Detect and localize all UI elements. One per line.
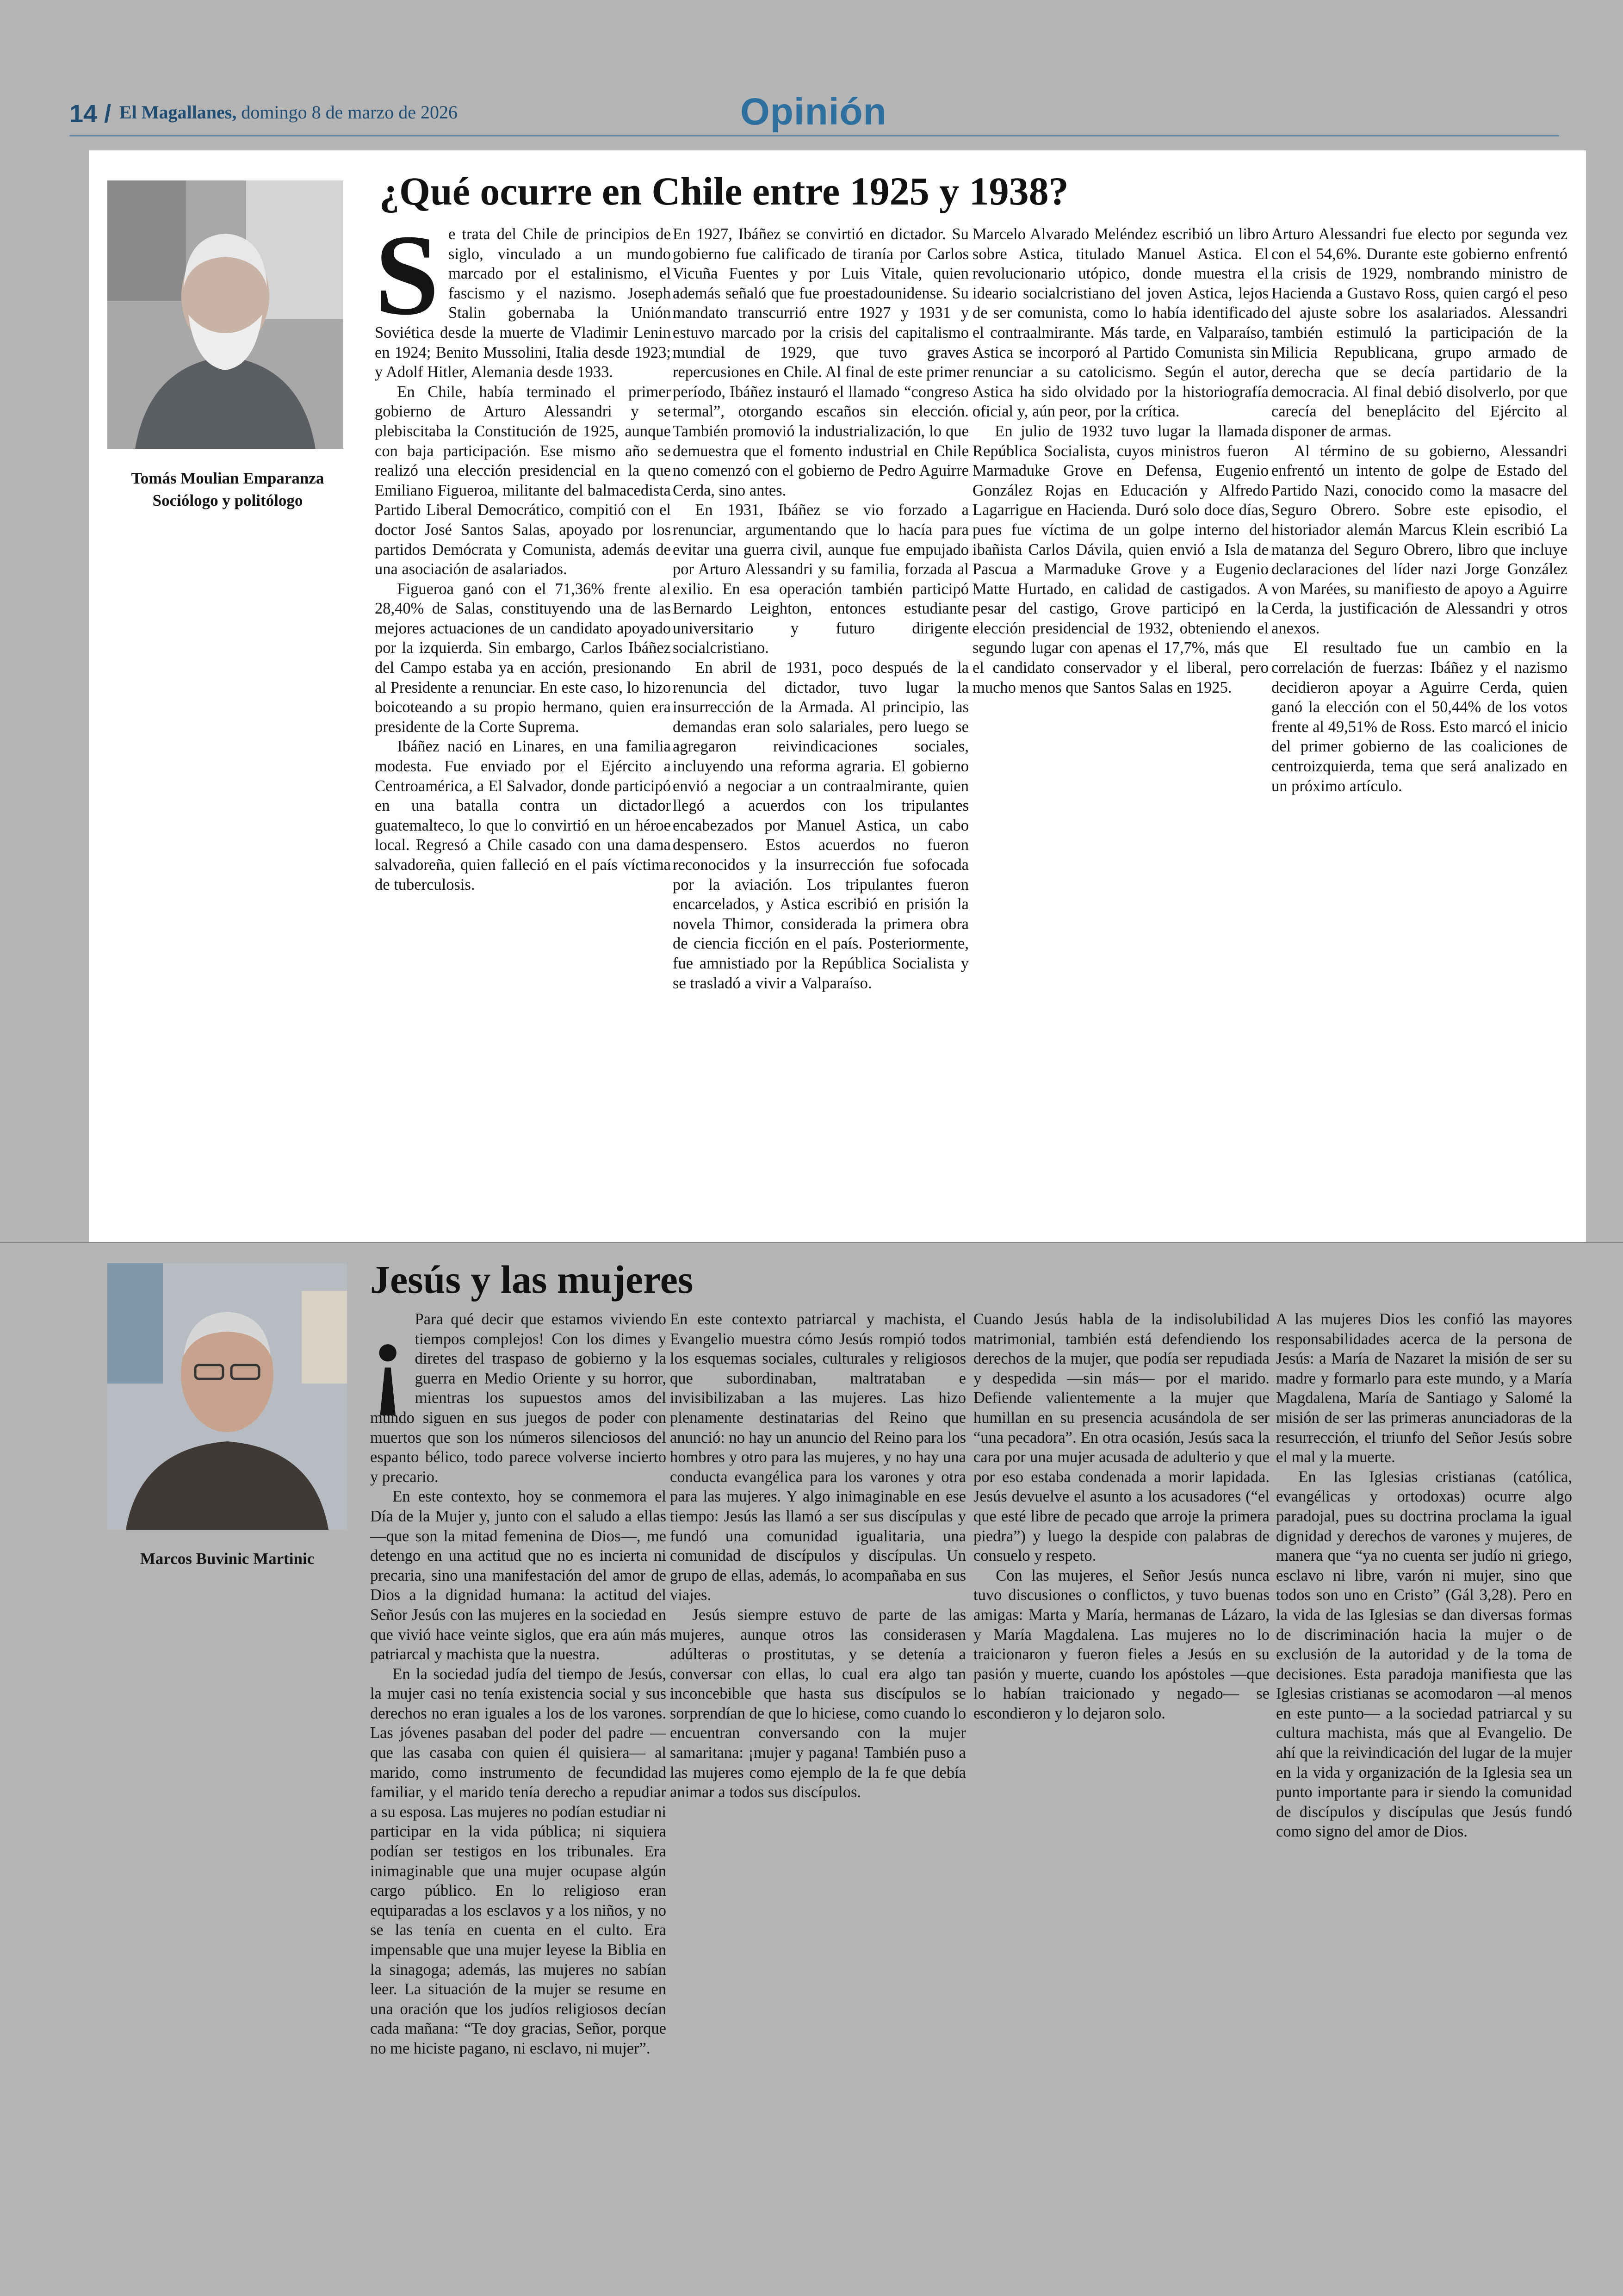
- article-paragraph: En este contexto, hoy se conmemora el Día de la Mujer y, junto con el saludo a ellas —que son la mitad femenina de Dios—, me detengo en una actitud que no es incierta ni precaria, sino una manifestación del amor de Dios a la dignidad humana: la actitud del Señor Jesús con las mujeres en la sociedad en que vivió hace veinte siglos, que era aún más patriarcal y machista que la nuestra.: [370, 1488, 666, 1663]
- article-paragraph: ¡ Para qué decir que estamos viviendo tiempos complejos! Con los dimes y diretes del traspaso de gobierno y la guerra en Medio Oriente y su horror, mientras los supuestos amos del mundo siguen en sus juegos de poder con muertos que son los números silenciosos del espanto bélico, todo parece volverse incierto y precario.: [370, 1309, 666, 1486]
- article-column-4: [1271, 224, 1567, 1233]
- author-portrait-icon: [107, 1263, 347, 1530]
- author-portrait-icon: [107, 180, 343, 449]
- section-title: Opinión: [740, 91, 887, 133]
- article-column-1: [375, 224, 671, 1233]
- article-paragraph: Al término de su gobierno, Alessandri enfrentó un intento de golpe de Estado del Partido Nazi, conocido como la masacre del Seguro Obrero. Sobre este episodio, el historiador alemán Marcus Klein escribió La matanza del Seguro Obrero, libro que incluye declaraciones del líder nazi Jorge González von Marées, su manifiesto de apoyo a Aguirre Cerda, la justificación de Alessandri y otros anexos.: [1271, 442, 1567, 637]
- article-column-3: [973, 1309, 1270, 2281]
- article-column-1: [370, 1309, 666, 2281]
- author-role: Sociólogo y politólogo: [152, 491, 303, 509]
- article-paragraph: Marcelo Alvarado Meléndez escribió un libro sobre Astica, titulado Manuel Astica. El revolucionario utópico, donde muestra el ideario socialcristiano del joven Astica, lejos de ser comunista, como lo había identificado el contraalmirante. Más tarde, en Valparaíso, Astica se incorporó al Partido Comunista sin renunciar a su catolicismo. Según el autor, Astica ha sido olvidado por la historiografía oficial y, aún peor, por la crítica.: [973, 225, 1269, 421]
- article-column-2: [670, 1309, 966, 2281]
- article-paragraph: En abril de 1931, poco después de la renuncia del dictador, tuvo lugar la insurrección de la Armada. Al principio, las demandas eran solo salariales, pero luego se agregaron reivindicaciones sociales, incluyendo una reforma agraria. El gobierno envió a negociar a un contraalmirante, quien llegó a acuerdos con los tripulantes encabezados por Manuel Astica, un cabo despensero. Estos acuerdos no fueron reconocidos y la insurrección fue sofocada por la aviación. Los tripulantes fueron encarcelados, y Astica escribió en prisión la novela Thimor, considerada la primera obra de ciencia ficción en el país. Posteriormente, fue amnistiado por la República Socialista y se trasladó a vivir a Valparaíso.: [673, 659, 969, 992]
- author-name: Marcos Buvinic Martinic: [140, 1550, 315, 1568]
- article-paragraph: En Chile, había terminado el primer gobierno de Arturo Alessandri y se plebiscitaba la Constitución de 1925, aunque con baja participación. Ese mismo año se realizó una elección presidencial en la que Emiliano Figueroa, militante del balmacedista Partido Liberal Democrático, compitió con el doctor José Santos Salas, apoyado por los partidos Demócrata y Comunista, además de una asociación de asalariados.: [375, 383, 671, 578]
- drop-cap: ¡: [370, 1309, 406, 1417]
- author-photo: [107, 180, 343, 449]
- page-number: 14 /: [69, 100, 112, 128]
- article-column-4: [1276, 1309, 1572, 2281]
- author-name: Tomás Moulian Emparanza: [131, 469, 324, 487]
- header-rule: [69, 135, 1559, 137]
- article-title: ¿Qué ocurre en Chile entre 1925 y 1938?: [379, 169, 1069, 213]
- article-paragraph: Cuando Jesús habla de la indisolubilidad matrimonial, también está defendiendo los derechos de la mujer, que podía ser repudiada y despedida —sin más— por el marido. Defiende valientemente a la mujer que humillan en su presencia acusándola de ser “una pecadora”. En otra ocasión, Jesús saca la cara por una mujer acusada de adulterio y que por eso estaba condenada a morir lapidada. Jesús devuelve el asunto a los acusadores (“el que esté libre de pecado que arroje la primera piedra”) y luego la despide con palabras de consuelo y respeto.: [973, 1310, 1270, 1565]
- article-paragraph: Jesús siempre estuvo de parte de las mujeres, aunque otros las considerasen adúlteras o prostitutas, y se detenía a conversar con ellas, lo cual era algo tan inconcebible que hasta sus discípulos se sorprendían de que lo hiciese, como cuando lo encuentran conversando con la mujer samaritana: ¡mujer y pagana! También puso a las mujeres como ejemplo de la fe que debía animar a todos sus discípulos.: [670, 1606, 966, 1801]
- article-paragraph: Arturo Alessandri fue electo por segunda vez con el 54,6%. Durante este gobierno enfrentó la crisis de 1929, nombrando ministro de Hacienda a Gustavo Ross, quien cargó el peso del ajuste sobre los asalariados. Alessandri también estimuló la participación de la Milicia Republicana, grupo armado de derecha que se decía partidario de la democracia. Al final debió disolverlo, por que carecía del beneplácito del Ejército al disponer de armas.: [1271, 225, 1567, 440]
- author-caption: [107, 1548, 347, 1570]
- article-paragraph: Se trata del Chile de principios de siglo, vinculado a un mundo marcado por el estalinismo, el fascismo y el nazismo. Joseph Stalin gobernaba la Unión Soviética desde la muerte de Vladimir Lenin en 1924; Benito Mussolini, Italia desde 1923; y Adolf Hitler, Alemania desde 1933.: [375, 224, 671, 381]
- article-paragraph: Con las mujeres, el Señor Jesús nunca tuvo discusiones o conflictos, y tuvo buenas amigas: Marta y María, hermanas de Lázaro, y María Magdalena. Las mujeres no lo traicionaron y fueron fieles a Jesús en su pasión y muerte, cuando los apóstoles —que lo habían traicionado y negado— se escondieron y lo dejaron solo.: [973, 1566, 1270, 1722]
- article-paragraph: En 1927, Ibáñez se convirtió en dictador. Su gobierno fue calificado de tiranía por Carlos Vicuña Fuentes y por Luis Vitale, quien además señaló que fue proestadounidense. Su mandato transcurrió entre 1927 y 1931 y estuvo marcado por la crisis del capitalismo mundial de 1929, que tuvo graves repercusiones en Chile. Al final de este primer período, Ibáñez instauró el llamado “congreso termal”, otorgando escaños sin elección. También promovió la industrialización, lo que demuestra que el fomento industrial en Chile no comenzó con el gobierno de Pedro Aguirre Cerda, sino antes.: [673, 225, 969, 499]
- article-divider: [0, 1242, 1623, 1243]
- article-paragraph: En 1931, Ibáñez se vio forzado a renunciar, argumentando que lo hacía para evitar una guerra civil, aunque fue empujado por Arturo Alessandri y su familia, forzada al exilio. En esa operación también participó Bernardo Leighton, entonces estudiante universitario y futuro dirigente socialcristiano.: [673, 501, 969, 657]
- article-paragraph: El resultado fue un cambio en la correlación de fuerzas: Ibáñez y el nazismo decidieron apoyar a Aguirre Cerda, quien ganó la elección con el 50,44% de los votos frente al 49,51% de Ross. Esto marcó el inicio del primer gobierno de las coaliciones de centroizquierda, tema que será analizado en un próximo artículo.: [1271, 639, 1567, 795]
- article-chile-box: [89, 150, 1586, 1242]
- article-paragraph: A las mujeres Dios les confió las mayores responsabilidades acerca de la persona de Jesús: a María de Nazaret la misión de ser su madre y formarlo para este mundo, y a María Magdalena, María de Santiago y Salomé la misión de ser las primeras anunciadoras de la resurrección, el triunfo del Señor Jesús sobre el mal y la muerte.: [1276, 1310, 1572, 1466]
- article-paragraph: En la sociedad judía del tiempo de Jesús, la mujer casi no tenía existencia social y sus derechos no eran iguales a los de los varones. Las jóvenes pasaban del poder del padre —que las casaba con quien él quisiera— al marido, como instrumento de fecundidad familiar, y el marido tenía derecho a repudiar a su esposa. Las mujeres no podían estudiar ni participar en la vida pública; ni siquiera podían ser testigos en los tribunales. Era inimaginable que una mujer ocupase algún cargo público. En lo religioso eran equiparadas a los esclavos y a los niños, y no se las tenía en cuenta en el culto. Era impensable que una mujer leyese la Biblia en la sinagoga; además, las mujeres no sabían leer. La situación de la mujer se resume en una oración que los judíos religiosos decían cada mañana: “Te doy gracias, Señor, porque no me hiciste pagano, ni esclavo, ni mujer”.: [370, 1665, 666, 2057]
- article-paragraph: En este contexto patriarcal y machista, el Evangelio muestra cómo Jesús rompió todos los esquemas sociales, culturales y religiosos que subordinaban, maltrataban e invisibilizaban a las mujeres. Las hizo plenamente destinatarias del Reino que anunció: no hay un anuncio del Reino para los hombres y otro para las mujeres, y no hay una conducta evangélica para los varones y otra para las mujeres. Y algo inimaginable en ese tiempo: Jesús las llamó a ser sus discípulas y fundó una comunidad igualitaria, una comunidad de discípulos y discípulas. Un grupo de ellas, además, lo acompañaba en sus viajes.: [670, 1310, 966, 1604]
- article-paragraph: En julio de 1932 tuvo lugar la llamada República Socialista, cuyos ministros fueron Marmaduke Grove en Defensa, Eugenio González Rojas en Educación y Alfredo Lagarrigue en Hacienda. Duró solo doce días, pues fue víctima de un golpe interno del ibañista Carlos Dávila, quien envió a Isla de Pascua a Marmaduke Grove y a Eugenio Matte Hurtado, en calidad de castigados. A pesar del castigo, Grove participó en la elección presidencial de 1932, obteniendo el segundo lugar con apenas el 17,7%, más que el candidato conservador y el liberal, pero mucho menos que Santos Salas en 1925.: [973, 422, 1269, 696]
- author-caption: [98, 467, 357, 512]
- author-photo: [107, 1263, 347, 1530]
- newspaper-name: [119, 101, 458, 123]
- article-column-2: [673, 224, 969, 1233]
- page-header: [69, 90, 1559, 137]
- drop-cap: S: [375, 224, 440, 339]
- publication-date: domingo 8 de marzo de 2026: [241, 102, 458, 123]
- article-paragraph: Ibáñez nació en Linares, en una familia modesta. Fue enviado por el Ejército a Centroamérica, a El Salvador, donde participó en una batalla contra un dictador guatemalteco, lo que lo convirtió en un héroe local. Regresó a Chile casado con una dama salvadoreña, quien falleció en el país víctima de tuberculosis.: [375, 738, 671, 894]
- article-column-3: [973, 224, 1269, 1233]
- article-paragraph: Figueroa ganó con el 71,36% frente al 28,40% de Salas, constituyendo una de las mejores actuaciones de un candidato apoyado por la izquierda. Sin embargo, Carlos Ibáñez del Campo estaba ya en acción, presionando al Presidente a renunciar. En este caso, lo hizo boicoteando a su propio hermano, quien era presidente de la Corte Suprema.: [375, 580, 671, 736]
- article-title: Jesús y las mujeres: [370, 1257, 694, 1302]
- newspaper-title: El Magallanes,: [119, 102, 237, 123]
- article-paragraph: En las Iglesias cristianas (católica, evangélicas y ortodoxas) ocurre algo paradojal, pues su doctrina proclama la igual dignidad y derechos de varones y mujeres, de manera que “ya no cuenta ser judío ni griego, esclavo ni libre, varón ni mujer, sino que todos son uno en Cristo” (Gál 3,28). Pero en la vida de las Iglesias se dan diversas formas de discriminación hacia la mujer o de exclusión de la autoridad y de la toma de decisiones. Esta paradoja manifiesta que las Iglesias cristianas se acomodaron —al menos en este punto— a la sociedad patriarcal y su cultura machista, más que al Evangelio. De ahí que la reivindicación del lugar de la mujer en la vida y organización de la Iglesia sea un punto importante para ir siendo la comunidad de discípulos y discípulas que Jesús fundó como signo del amor de Dios.: [1276, 1468, 1572, 1841]
